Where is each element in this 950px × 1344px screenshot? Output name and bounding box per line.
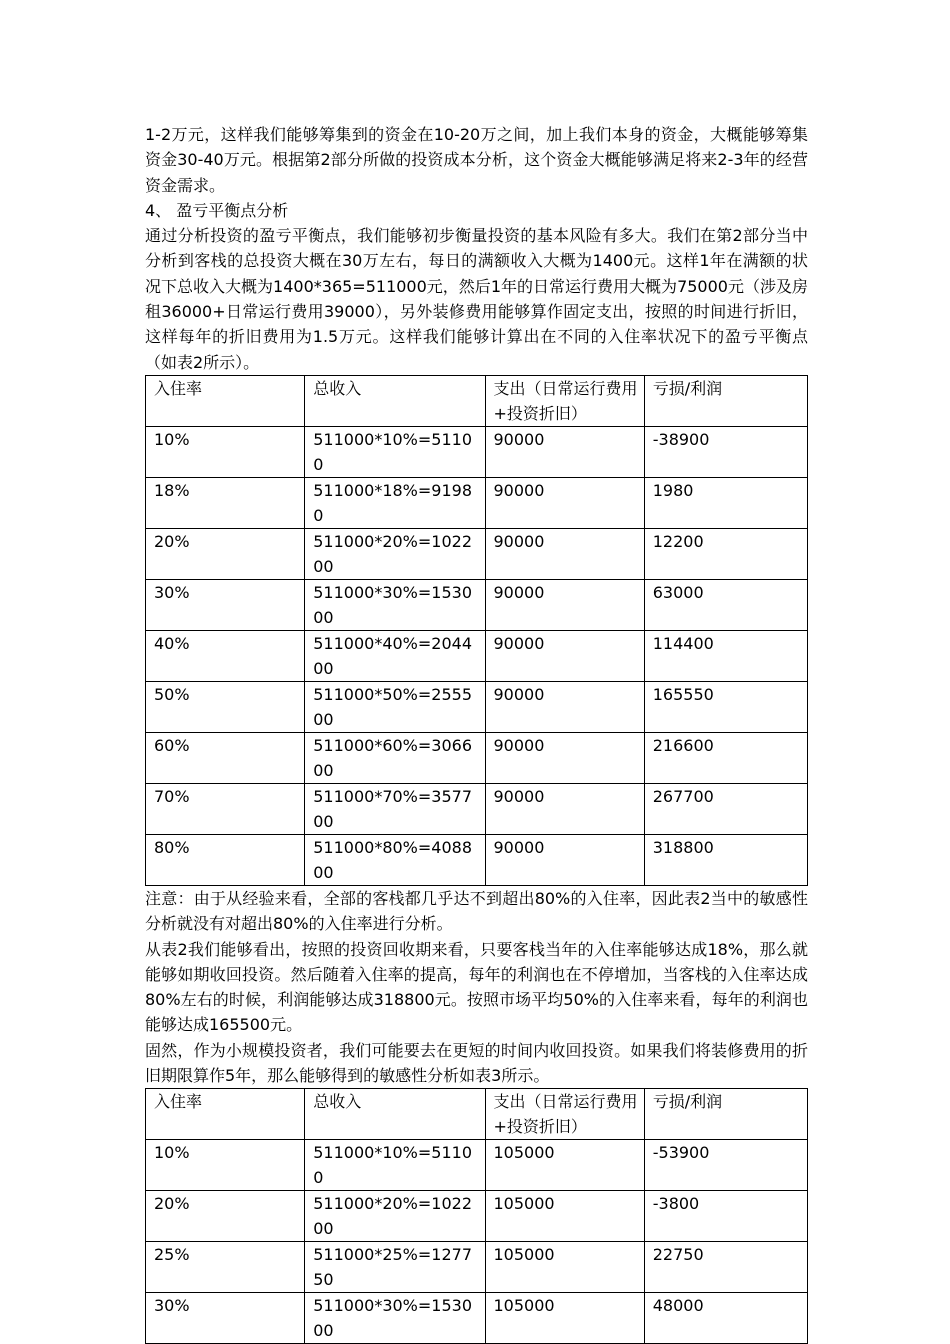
table-row <box>146 579 808 630</box>
table-row <box>146 1242 808 1293</box>
header-revenue: 总收入 <box>305 1089 485 1140</box>
cell-occupancy: 30% <box>146 1293 305 1344</box>
header-expense: 支出（日常运行费用+投资折旧） <box>485 1089 644 1140</box>
cell-revenue: 511000*80%=408800 <box>305 834 485 885</box>
table-row <box>146 477 808 528</box>
cell-revenue: 511000*60%=306600 <box>305 732 485 783</box>
cell-occupancy: 70% <box>146 783 305 834</box>
cell-revenue: 511000*20%=102200 <box>305 528 485 579</box>
document-page <box>145 122 808 1344</box>
cell-profit: 114400 <box>644 630 807 681</box>
table-row <box>146 732 808 783</box>
header-occupancy: 入住率 <box>146 1089 305 1140</box>
cell-expense: 105000 <box>485 1293 644 1344</box>
header-revenue: 总收入 <box>305 375 485 426</box>
cell-profit: 12200 <box>644 528 807 579</box>
cell-revenue: 511000*20%=102200 <box>305 1191 485 1242</box>
cell-expense: 90000 <box>485 834 644 885</box>
cell-profit: 63000 <box>644 579 807 630</box>
table-row <box>146 426 808 477</box>
cell-occupancy: 20% <box>146 528 305 579</box>
table-row <box>146 834 808 885</box>
table-row <box>146 630 808 681</box>
cell-occupancy: 18% <box>146 477 305 528</box>
header-profit: 亏损/利润 <box>644 1089 807 1140</box>
section-heading: 4、 盈亏平衡点分析 <box>145 200 289 220</box>
cell-expense: 90000 <box>485 681 644 732</box>
cell-profit: -38900 <box>644 426 807 477</box>
cell-revenue: 511000*10%=51100 <box>305 1140 485 1191</box>
cell-occupancy: 10% <box>146 1140 305 1191</box>
cell-expense: 90000 <box>485 426 644 477</box>
cell-expense: 90000 <box>485 732 644 783</box>
cell-profit: 22750 <box>644 1242 807 1293</box>
cell-occupancy: 25% <box>146 1242 305 1293</box>
cell-revenue: 511000*30%=153000 <box>305 1293 485 1344</box>
cell-profit: -3800 <box>644 1191 807 1242</box>
note-paragraph: 注意：由于从经验来看，全部的客栈都几乎达不到超出80%的入住率，因此表2当中的敏感性分析就没有对超出80%的入住率进行分析。 <box>145 888 808 934</box>
header-expense: 支出（日常运行费用+投资折旧） <box>485 375 644 426</box>
table-row <box>146 1293 808 1344</box>
cell-expense: 90000 <box>485 579 644 630</box>
table-row <box>146 1191 808 1242</box>
cell-expense: 105000 <box>485 1191 644 1242</box>
table-row <box>146 1140 808 1191</box>
header-occupancy: 入住率 <box>146 375 305 426</box>
cell-profit: 165550 <box>644 681 807 732</box>
cell-profit: 216600 <box>644 732 807 783</box>
cell-expense: 90000 <box>485 477 644 528</box>
analysis-paragraph: 通过分析投资的盈亏平衡点，我们能够初步衡量投资的基本风险有多大。我们在第2部分当中分析到客栈的总投资大概在30万左右，每日的满额收入大概为1400元。这样1年在满额的状况下总收入大概为1400*365=511000元，然后1年的日常运行费用大概为75000元（涉及房租36000+日常运行费用39000），另外装修费用能够算作固定支出，按照的时间进行折旧，这样每年的折旧费用为1.5万元。这样我们能够计算出在不同的入住率状况下的盈亏平衡点（如表2所示）。 <box>145 226 808 372</box>
table-header-row <box>146 375 808 426</box>
cell-profit: 48000 <box>644 1293 807 1344</box>
cell-expense: 105000 <box>485 1242 644 1293</box>
cell-occupancy: 10% <box>146 426 305 477</box>
conclusion-paragraph: 从表2我们能够看出，按照的投资回收期来看，只要客栈当年的入住率能够达成18%，那么就能够如期收回投资。然后随着入住率的提高，每年的利润也在不停增加，当客栈的入住率达成80%左右的时候，利润能够达成318800元。按照市场平均50%的入住率来看，每年的利润也能够达成165500元。 <box>145 939 808 1035</box>
sensitivity-table-3 <box>145 1088 808 1344</box>
intro-paragraph: 1-2万元，这样我们能够筹集到的资金在10-20万之间，加上我们本身的资金，大概能够筹集资金30-40万元。根据第2部分所做的投资成本分析，这个资金大概能够满足将来2-3年的经营资金需求。 <box>145 125 808 195</box>
table-row <box>146 783 808 834</box>
cell-revenue: 511000*30%=153000 <box>305 579 485 630</box>
cell-revenue: 511000*40%=204400 <box>305 630 485 681</box>
cell-profit: 1980 <box>644 477 807 528</box>
cell-occupancy: 50% <box>146 681 305 732</box>
cell-occupancy: 80% <box>146 834 305 885</box>
cell-occupancy: 20% <box>146 1191 305 1242</box>
cell-profit: 267700 <box>644 783 807 834</box>
header-profit: 亏损/利润 <box>644 375 807 426</box>
breakeven-table-2 <box>145 375 808 886</box>
cell-profit: -53900 <box>644 1140 807 1191</box>
cell-expense: 90000 <box>485 630 644 681</box>
cell-occupancy: 30% <box>146 579 305 630</box>
table-row <box>146 681 808 732</box>
cell-revenue: 511000*50%=255500 <box>305 681 485 732</box>
table-row <box>146 528 808 579</box>
cell-revenue: 511000*18%=91980 <box>305 477 485 528</box>
cell-revenue: 511000*10%=51100 <box>305 426 485 477</box>
followup-paragraph: 固然，作为小规模投资者，我们可能要去在更短的时间内收回投资。如果我们将装修费用的折旧期限算作5年，那么能够得到的敏感性分析如表3所示。 <box>145 1040 808 1086</box>
cell-expense: 105000 <box>485 1140 644 1191</box>
cell-profit: 318800 <box>644 834 807 885</box>
cell-occupancy: 40% <box>146 630 305 681</box>
cell-revenue: 511000*25%=127750 <box>305 1242 485 1293</box>
cell-occupancy: 60% <box>146 732 305 783</box>
cell-revenue: 511000*70%=357700 <box>305 783 485 834</box>
cell-expense: 90000 <box>485 528 644 579</box>
table-header-row <box>146 1089 808 1140</box>
cell-expense: 90000 <box>485 783 644 834</box>
